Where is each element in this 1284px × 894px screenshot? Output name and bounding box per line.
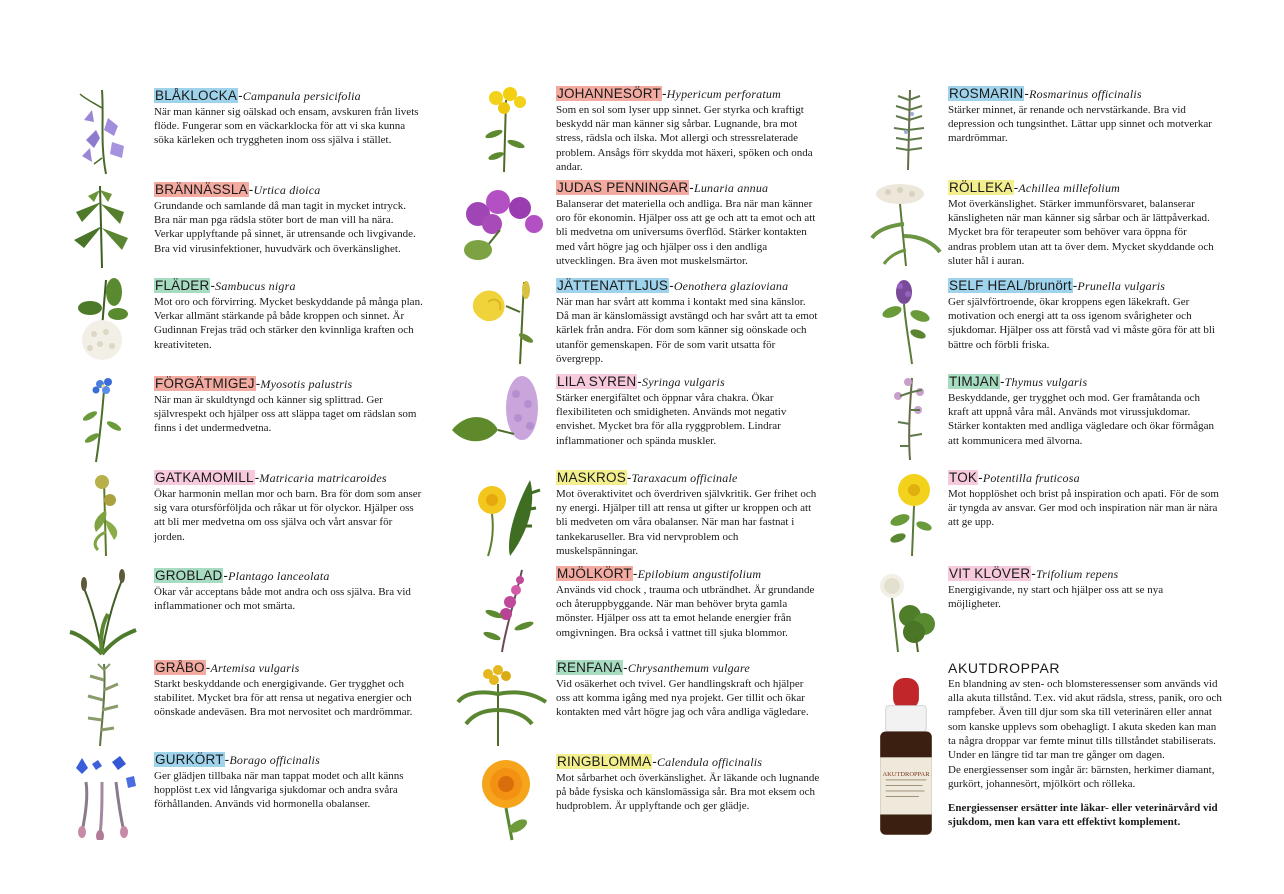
flower-description: Stärker minnet, är renande och nervstärkande. Bra vid depression och tungsinthet. Lättar upp sinnet och motverkar mardrömmar.: [948, 104, 1212, 145]
akut-description: En blandning av sten- och blomsteressenser som används vid alla akuta tillstånd. T.ex. vid akut rädsla, stress, panik, oro och rampfeber. Även till djur som ska till veterinären eller annat som kanske upplevs som obehagligt. I akuta skeden kan man ta några droppar var femte minut tills tillståndet stabiliserats. Under en längre tid tar man tre gånger om dagen.: [948, 678, 1222, 762]
dropper-bottle-icon: [876, 678, 936, 844]
separator: -: [623, 660, 628, 675]
separator: -: [224, 752, 230, 767]
separator: -: [626, 470, 632, 485]
lilac-icon: [448, 374, 548, 462]
honesty-icon: [460, 180, 546, 268]
white-clover-icon: [868, 566, 948, 654]
plantain-icon: [62, 568, 142, 656]
flower-description: När man är skuldtyngd och känner sig splittrad. Ger självrespekt och hjälper oss att släppa taget om rädslan som finns i det undermedvetna.: [154, 394, 417, 435]
flower-name: RÖLLEKA: [949, 180, 1013, 195]
flower-description: Mot överaktivitet och överdriven självkritik. Ger frihet och ny energi. Hjälper till att rensa ut gifter ur kroppen och att bli medveten om våra obalanser. När man har fastnat i tankekaruseller. Bra vid nervproblem och muskelspänningar.: [556, 488, 817, 557]
self-heal-icon: [868, 278, 948, 366]
latin-name: Epilobium angustifolium: [637, 567, 762, 581]
separator: -: [652, 754, 657, 769]
latin-name: Myosotis palustris: [260, 377, 353, 391]
flower-name: TOK: [949, 470, 978, 485]
flower-name: TIMJAN: [949, 374, 999, 389]
separator: -: [637, 374, 642, 389]
latin-name: Lunaria annua: [693, 181, 769, 195]
flower-name: FÖRGÄTMIGEJ: [155, 376, 255, 391]
separator: -: [978, 470, 983, 485]
latin-name: Taraxacum officinale: [631, 471, 738, 485]
flower-name: JOHANNESÖRT: [557, 86, 661, 101]
chamomile-icon: [62, 470, 142, 558]
flower-description: Mot hopplöshet och brist på inspiration och apati. För de som är tyngda av ansvar. Ger mod och inspiration när man är nära att ge upp.: [948, 488, 1219, 529]
latin-name: Borago officinalis: [229, 753, 320, 767]
flower-description: Ökar harmonin mellan mor och barn. Bra för dom som anser sig vara otursförföljda och råkar ut för olyckor. Hjälper oss att bli mer medvetna om oss själva och vårt ansvar för jorden.: [154, 488, 422, 543]
latin-name: Oenothera glazioviana: [673, 279, 789, 293]
flower-description: Används vid chock , trauma och utbrändhet. Är grundande och återuppbyggande. När man behöver bryta gamla mönster. Hjälper oss att ta emot helande energier från omgivningen. Bra också i vattnet till sjuka blommor.: [556, 584, 815, 639]
rosemary-icon: [868, 86, 948, 174]
flower-description: Vid osäkerhet och tvivel. Ger handlingskraft och hjälper oss att komma igång med nya projekt. Ger tillit och ökar kontakten med vårt högre jag och våra andliga vägledare.: [556, 678, 809, 719]
latin-name: Trifolium repens: [1035, 567, 1119, 581]
elder-icon: [62, 278, 142, 366]
latin-name: Prunella vulgaris: [1077, 279, 1166, 293]
flower-name: BLÅKLOCKA: [155, 88, 238, 103]
flower-name: FLÄDER: [155, 278, 210, 293]
flower-description: Energigivande, ny start och hjälper oss att se nya möjligheter.: [948, 584, 1164, 611]
flower-description: Balanserar det materiella och andliga. Bra när man känner oro för ekonomin. Hjälper oss att ge och att ta emot och att bli medvetna om universums överflöd. Stärker kontakten med vårt högre jag och hjälper oss i den andliga utvecklingen. Bra även mot muskelsmärtor.: [556, 198, 816, 267]
flower-name: BRÄNNÄSSLA: [155, 182, 248, 197]
nettle-icon: [62, 182, 142, 270]
flower-name: GRÅBO: [155, 660, 205, 675]
latin-name: Plantago lanceolata: [228, 569, 330, 583]
flower-name: ROSMARIN: [949, 86, 1024, 101]
flower-name: SELF HEAL/brunört: [949, 278, 1072, 293]
separator: -: [999, 374, 1005, 389]
forget-me-not-icon: [62, 376, 142, 464]
yarrow-icon: [866, 180, 946, 268]
flower-description: Mot sårbarhet och överkänslighet. Är läkande och lugnande på både fysiska och känslomässiga sår. Bra mot eksem och hudproblem. Är upplyftande och ger glädje.: [556, 772, 820, 813]
bottle-label: AKUTDROPPAR: [882, 770, 930, 778]
flower-name: JÄTTENATTLJUS: [557, 278, 669, 293]
flower-description: Grundande och samlande då man tagit in mycket intryck. Bra när man pga rädsla stöter bort de man vill ha nära. Verkar upplyftande på sinnet, är utrensande och livgivande. Bra vid virusinfektioner, huvudvärk och överkänslighet.: [154, 200, 416, 255]
tansy-icon: [454, 660, 554, 748]
separator: -: [1024, 86, 1030, 101]
calendula-icon: [472, 754, 552, 842]
separator: -: [661, 86, 667, 101]
latin-name: Thymus vulgaris: [1004, 375, 1088, 389]
latin-name: Hypericum perforatum: [666, 87, 781, 101]
thyme-icon: [868, 374, 948, 462]
flower-description: Ger glädjen tillbaka när man tappat modet och allt känns hopplöst t.ex vid långvariga sjukdomar och andra svåra förhållanden. Används vid hormonella obalanser.: [154, 770, 404, 811]
separator: -: [689, 180, 694, 195]
akut-ingredients: De energiessenser som ingår är: bärnsten, herkimer diamant, gurkört, johannesört, mjölkört och rölleka.: [948, 764, 1215, 791]
evening-primrose-icon: [466, 278, 546, 366]
latin-name: Sambucus nigra: [215, 279, 296, 293]
flower-description: Mot oro och förvirring. Mycket beskyddande på många plan. Verkar allmänt stärkande på både kroppen och sinnet. Är Gudinnan Frejas träd och stärker den kvinnliga kraften och kreativiteten.: [154, 296, 423, 351]
latin-name: Campanula persicifolia: [242, 89, 361, 103]
latin-name: Calendula officinalis: [656, 755, 763, 769]
flower-description: Ökar vår acceptans både mot andra och oss själva. Bra vid inflammationer och mot smärta.: [154, 586, 411, 613]
flower-description: Starkt beskyddande och energigivande. Ger trygghet och stabilitet. Mycket bra för att rensa ut negativa energier och oönskade andeväsen. Bra mot nervositet och mardrömmar.: [154, 678, 413, 719]
st-johns-wort-icon: [466, 86, 546, 174]
flower-name: MASKROS: [557, 470, 626, 485]
separator: -: [205, 660, 211, 675]
mugwort-icon: [62, 660, 142, 748]
latin-name: Urtica dioica: [253, 183, 321, 197]
borage-icon: [58, 752, 146, 840]
flower-name: RENFANA: [557, 660, 623, 675]
latin-name: Potentilla fruticosa: [982, 471, 1080, 485]
separator: -: [254, 470, 260, 485]
flower-name: JUDAS PENNINGAR: [557, 180, 689, 195]
flower-description: Som en sol som lyser upp sinnet. Ger styrka och kraftigt beskydd när man känner sig sårbar. Lugnande, bra mot stress, rädsla och ilska. Mot allergi och stressrelaterade problem. Ansågs förr skydda mot häxeri, spöken och onda andar.: [556, 104, 813, 173]
potentilla-icon: [868, 470, 948, 558]
akut-title: AKUTDROPPAR: [948, 660, 1061, 676]
latin-name: Achillea millefolium: [1018, 181, 1121, 195]
flower-description: När man känner sig oälskad och ensam, avskuren från livets flöde. Fungerar som en väckarklocka för att vi ska kunna söka kärleken och tryggheten inom oss själva i stället.: [154, 106, 419, 147]
separator: -: [669, 278, 674, 293]
latin-name: Rosmarinus officinalis: [1029, 87, 1142, 101]
akut-disclaimer: Energiessenser ersätter inte läkar- eller veterinärvård vid sjukdom, men kan vara ett effektivt komplement.: [948, 801, 1218, 828]
separator: -: [1013, 180, 1019, 195]
separator: -: [1031, 566, 1036, 581]
latin-name: Artemisa vulgaris: [210, 661, 300, 675]
flower-description: När man har svårt att komma i kontakt med sina känslor. Då man är känslomässigt avstängd och har svårt att ta emot kärlek från andra. För dom som känner sig oönskade och utanför gemenskapen. För de som varit utsatta för övergrepp.: [556, 296, 818, 365]
latin-name: Syringa vulgaris: [642, 375, 725, 389]
flower-description: Beskyddande, ger trygghet och mod. Ger framåtanda och kraft att uppnå våra mål. Används mot virussjukdomar. Stärker kontakten med andliga vägledare och ökar förmågan att kommunicera med älvorna.: [948, 392, 1215, 447]
separator: -: [248, 182, 254, 197]
flower-name: GURKÖRT: [155, 752, 224, 767]
flower-name: RINGBLOMMA: [557, 754, 652, 769]
latin-name: Chrysanthemum vulgare: [627, 661, 750, 675]
fireweed-icon: [472, 566, 552, 654]
separator: -: [238, 88, 243, 103]
flower-name: LILA SYREN: [557, 374, 637, 389]
separator: -: [223, 568, 229, 583]
flower-description: Mot överkänslighet. Stärker immunförsvaret, balanserar känsligheten när man känner sig sårbar och är lättpåverkad. Mycket bra för terapeuter som behöver vara öppna för andras problem utan att ta över dem. Mycket skyddande och sluter hål i auran.: [948, 198, 1214, 267]
dandelion-icon: [470, 470, 550, 558]
flower-name: VIT KLÖVER: [949, 566, 1031, 581]
separator: -: [210, 278, 216, 293]
bellflower-icon: [62, 88, 142, 176]
flower-name: GATKAMOMILL: [155, 470, 254, 485]
flower-description: Ger självförtroende, ökar kroppens egen läkekraft. Ger motivation och energi att ta oss igenom svårigheter och sjukdomar. Hjälper oss att förstå vad vi måste göra för att bli bättre och förbli friska.: [948, 296, 1215, 351]
separator: -: [632, 566, 638, 581]
flower-name: GROBLAD: [155, 568, 223, 583]
flower-description: Stärker energifältet och öppnar våra chakra. Ökar flexibiliteten och smidigheten. Används mot negativ envishet. Mycket bra för alla ryggproblem. Lindrar inflammationer och spända muskler.: [556, 392, 787, 447]
separator: -: [255, 376, 261, 391]
latin-name: Matricaria matricaroides: [259, 471, 387, 485]
separator: -: [1072, 278, 1078, 293]
flower-name: MJÖLKÖRT: [557, 566, 632, 581]
